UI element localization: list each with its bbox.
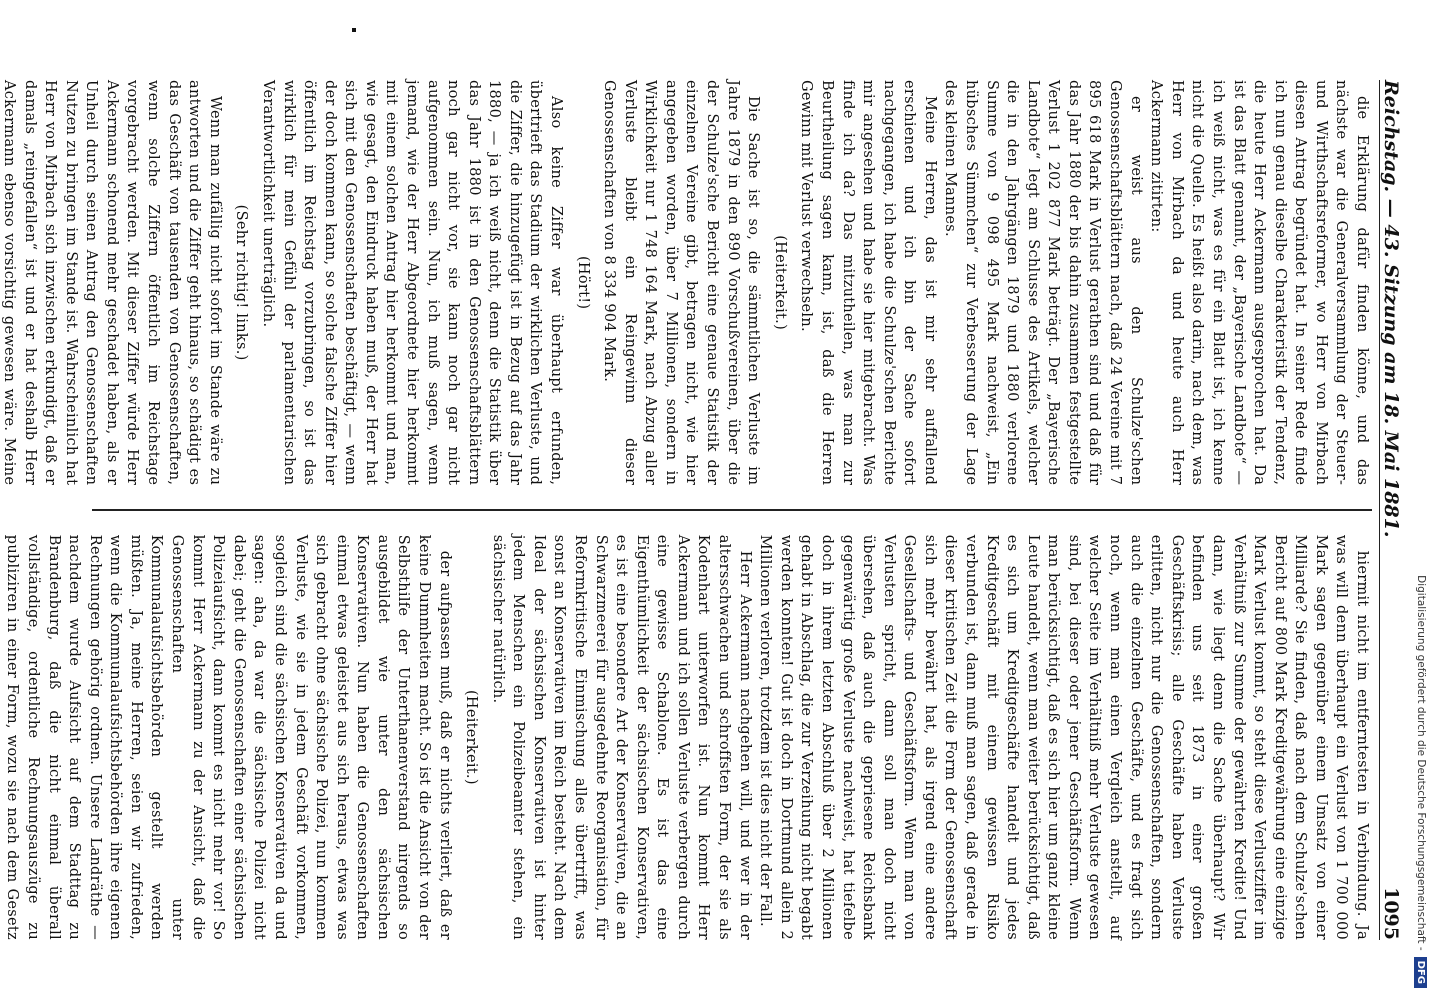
paragraph: Herr Ackermann nachgehen will, und wer in der altersschwachen und schroffsten Form, der sie als Kodenhart unterworfen ist. Nun kommt Herr Ackermann und ich sollen Verluste verbergen durch eine gewisse Schablone. Es ist das eine Eigenthümlichkeit der sächsischen Konservativen, es ist eine besondere Art der Konservativen, die an Schwarzmeerei für ausgedehnte Reorganisation, für Reformkritische Einmischung alles übertrifft, was sonst an Konservativen im Reich besteht. Nach dem Ideal der sächsischen Konservativen ist hinter jedem Menschen ein Polizeibeamter stehen, ein sächsischer natürlich. (489, 534, 753, 940)
paragraph: Also keine Ziffer war überhaupt erfunden, übertrieft das Stadium der wirklichen Verluste, und die Ziffer, die hinzugefügt ist in Bezug auf das Jahr 1880, — ja ich weiß nicht, denn die Statistik über das Jahr 1880 ist in den Genossenschaftsblättern noch gar nicht vor, sie kann noch gar nicht aufgenommen sein. Nun, ich muß sagen, wenn jemand, wie der Herr Abgeordnete hier herkommt mit einem solchen Antrag hier herkommt und man, wie gesagt, den Eindruck haben muß, der Herr hat sich mit den Genossenschaften beschäftigt, — wenn der doch kommen kann, so solche falsche Ziffer hier öffentlich im Reichstag vorzubringen, so ist das wirklich für mein Gefühl der parlamentarischen Verantwortlichkeit unerträglich. (259, 80, 565, 486)
paragraph: Wenn man zufällig nicht sofort im Stande wäre zu antworten und die Ziffer geht hinaus, so schädigt es das Geschäft von tausenden von Genossenschaften, wenn solche Ziffern öffentlich im Reichstage vorgebracht werden. Mit dieser Ziffer würde Herr Ackermann schonend mehr geschadet haben, als er Unheil durch seinen Antrag den Genossenschaften Nutzen zu bringen im Stande ist. Wahrscheinlich hat Herr von Mirbach sich inzwischen erkundigt, daß er damals „reingefallen“ ist und er hat deshalb Herr Ackermann ebenso vorsichtig gewesen wäre. Meine (1, 80, 223, 486)
annotation: (Sehr richtig! links.) (233, 204, 250, 361)
page-title: Reichstag. — 43. Sitzung am 18. Mai 1881. (1380, 80, 1402, 538)
paragraph: Meine Herren, das ist mir sehr auffallend erschienen und ich bin der Sache sofort nachgegangen, ich habe die Schulze'schen Berichte mir angesehen und habe sie hier mitgebracht. Was finde ich da? Das mitzutheilen, was man zur Beurtheilung sagen kann, ist, daß die Herren Gewinn mit Verlust verwechseln. (798, 80, 938, 486)
digitization-credit-strip (1410, 0, 1432, 1000)
credit-text: Digitalisierung gefördert durch die Deutsche Forschungsgemeinschaft - (1415, 575, 1427, 951)
scan-speck (352, 28, 356, 32)
dfg-logo: DFG (1415, 957, 1428, 988)
page-number: 1095 (1380, 887, 1402, 940)
left-column (1, 80, 1372, 486)
annotation: (Heiterkeit.) (771, 235, 788, 331)
annotation: (Heiterkeit.) (463, 689, 480, 785)
paragraph: die Erklärung dafür finden könne, und das nächste war die Generalversammlung der Steuer- und Wirthschaftsreformer, wo Herr von Mirbach diesen Antrag begründet hat. In seiner Rede finde ich nun genau dieselbe Charakteristik der Tendenz, die heute Herr Ackermann ausgesprochen hat. Da ist das Blatt genannt, der „Bayerische Landbote“ — ich weiß nicht, was es für ein Blatt ist, ich kenne nicht die Quelle. Es heißt also darin, nach dem, was Herr von Mirbach da und heute auch Herr Ackermann zitirten: (1148, 80, 1370, 486)
column-divider (92, 509, 1372, 511)
paragraph: Die Sache ist so, die sämmtlichen Verluste im Jahre 1879 in den 890 Vorschußvereinen, über die der Schulze'sche Bericht eine genaue Statistik der einzelnen Vereine gibt, betragen nicht, wie hier angegeben worden, über 7 Millionen, sondern in Wirklichkeit nur 1 748 164 Mark, nach Abzug aller Verluste bleibt ein Reingewinn dieser Genossenschaften von 8 334 904 Mark. (601, 80, 762, 486)
page-header (1379, 80, 1414, 940)
paragraph: der aufpassen muß, daß er nichts verliert, daß er keine Dummheiten macht. So ist die Ansicht von der Selbsthilfe der Unterthanenverstand nirgends so ausgebildet wie unter den sächsischen Konservativen. Nun haben die Genossenschaften einmal etwas geleistet aus sich heraus, etwas was sich gebracht ohne sächsische Polizei, nun kommen Verluste, wie sie in jedem Geschäft vorkommen, sogleich sind die sächsischen Konservativen da und sagen: aha, da war die sächsische Polizei nicht dabei; geht die Genossenschaften einer sächsischen Polizeiaufsicht, dann kommt es nicht mehr vor! So kommt Herr Ackermann zu der Ansicht, daß die Genossenschaften unter Kommunalaufsichtsbehörden gestellt werden müßten. Ja, meine Herren, seien wir zufrieden, wenn die Kommunalaufsichtsbehörden ihre eigenen Rechnungen gehörig ordnen. Unsere Landräthe — nachdem wurde Aufsicht auf dem Stadttag zu Brandenburg, daß die nicht einmal überall vollständige, ordentliche Rechnungsauszüge zu publiziren in einer Form, wozu sie nach dem Gesetz (4, 534, 453, 940)
text-columns (1, 80, 1372, 940)
annotation: (Hört!) (574, 255, 591, 310)
right-column (4, 534, 1372, 940)
paragraph: er weist aus den Schulze'schen Genossenschaftsblättern nach, daß 24 Vereine mit 7 895 618 Mark in Verlust gerathen sind und daß für das Jahr 1880 der bis dahin zusammen festgestellte Verlust 1 202 877 Mark beträgt. Der „Bayerische Landbote“ legt am Schlusse des Artikels, welcher die in den Jahrgängen 1879 und 1880 verlorene Summe von 9 098 495 Mark nachweist, „Ein hübsches Sümmchen“ zur Verbesserung der Lage des kleinen Mannes. (942, 80, 1144, 486)
paragraph: hiermit nicht im entferntesten in Verbindung. Ja was will denn überhaupt ein Verlust von 1 700 000 Mark sagen gegenüber einem Umsatz von einer Milliarde? Sie finden, daß nach dem Schulze'schen Bericht auf 800 Mark Kreditgewährung eine einzige Mark Verlust kommt, so steht diese Verlustziffer im Verhältniß zur Summe der gewährten Kredite! Und dann, wie liegt denn die Sache überhaupt? Wir befinden uns seit 1873 in einer großen Geschäftskrisis; alle Geschäfte haben Verluste erlitten, nicht nur die Genossenschaften, sondern auch die einzelnen Geschäfte, und es fragt sich noch, wenn man einen Vergleich anstellt, auf welcher Seite im Verhältniß mehr Verluste gewesen sind, bei dieser oder jener Geschäftsform. Wenn man berücksichtigt, daß es sich hier um ganz kleine Leute handelt, wenn man weiter berücksichtigt, daß es sich um Kreditgeschäfte handelt und jedes Kreditgeschäft mit einem gewissen Risiko verbunden ist, dann muß man sagen, daß gerade in dieser kritischen Zeit die Form der Genossenschaft sich mehr bewährt hat, als irgend eine andere Gesellschafts- und Geschäftsform. Wenn man von Verlusten spricht, dann soll man doch nicht übersehen, daß auch die gepriesene Reichsbank gegenwärtig große Verluste nachweist, hat tiefelbe doch in ihrem letzten Abschluß über 2 Millionen gehabt in Abschlag, die zur Verzeihung nicht begabt werden konnten! Gut ist doch in Dortmund allein 2 Millionen verloren, trotzdem ist dies nicht der Fall. (757, 534, 1370, 940)
